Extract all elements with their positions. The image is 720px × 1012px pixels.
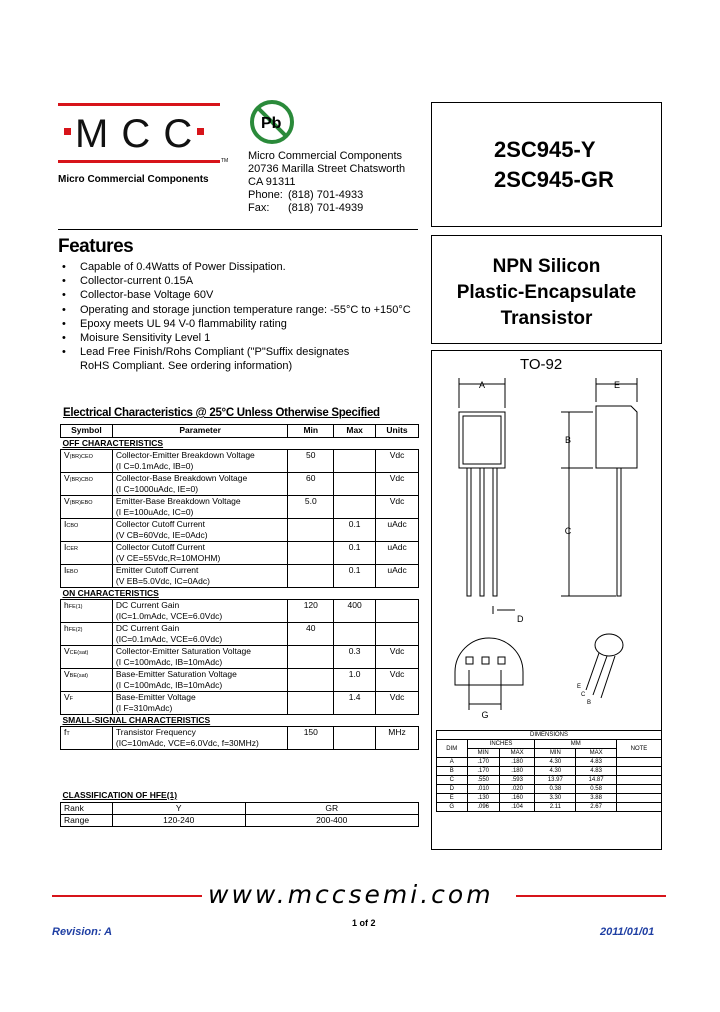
symbol-letter: V	[64, 646, 70, 656]
parameter-condition: (V CE=55Vdc,R=10MOHM)	[115, 553, 221, 563]
dim-cell: 0.38	[535, 785, 576, 794]
pin-label-e: E	[577, 684, 582, 690]
lead-side	[617, 468, 621, 596]
unit-cell: Vdc	[376, 450, 419, 473]
symbol-cell	[61, 519, 113, 542]
dim-cell	[616, 785, 661, 794]
parameter-name: Transistor Frequency	[115, 727, 196, 737]
parameter-condition: (I E=100uAdc, IC=0)	[115, 507, 194, 517]
dim-cell: .104	[499, 803, 535, 812]
desc-line-3: Transistor	[500, 308, 593, 329]
page-number: 1 of 2	[352, 918, 376, 928]
dim-row	[437, 794, 662, 803]
parameter-cell	[112, 669, 287, 692]
dim-row	[437, 776, 662, 785]
col-symbol: Symbol	[61, 425, 113, 438]
dim-cell: .593	[499, 776, 535, 785]
parameter-name: DC Current Gain	[115, 600, 180, 610]
min-cell: 60	[288, 473, 334, 496]
feature-item: • Capable of 0.4Watts of Power Dissipation.	[62, 260, 442, 274]
dim-label-g: G	[481, 710, 489, 720]
desc-line-1: NPN Silicon	[492, 256, 601, 277]
company-address	[248, 150, 405, 215]
min-cell: 120	[288, 600, 334, 623]
parameter-cell	[112, 727, 287, 750]
unit-cell: Vdc	[376, 496, 419, 519]
footer-bar-right	[516, 895, 666, 897]
dim-cell: D	[437, 785, 468, 794]
unit-cell: uAdc	[376, 542, 419, 565]
min-cell	[288, 542, 334, 565]
unit-cell: Vdc	[376, 669, 419, 692]
description-box	[431, 235, 662, 344]
dim-group-inches: INCHES	[467, 740, 535, 749]
class-cell: 200-400	[245, 815, 418, 827]
dim-cell: .170	[467, 767, 499, 776]
dim-cell: G	[437, 803, 468, 812]
class-cell: 120-240	[112, 815, 245, 827]
symbol-cell	[61, 727, 113, 750]
max-cell: 0.1	[334, 542, 376, 565]
section-title: SMALL-SIGNAL CHARACTERISTICS	[61, 715, 419, 727]
dim-cell: 4.83	[576, 767, 617, 776]
dim-cell: .020	[499, 785, 535, 794]
symbol-subscript: (BR)CBO	[69, 477, 93, 483]
parameter-name: Collector Cutoff Current	[115, 542, 206, 552]
dim-cell: .550	[467, 776, 499, 785]
unit-cell	[376, 623, 419, 646]
website-url[interactable]: www.mccsemi.com	[208, 880, 494, 909]
symbol-subscript: (BR)CEO	[69, 454, 93, 460]
dim-cell: .096	[467, 803, 499, 812]
dim-cell	[616, 794, 661, 803]
parameter-condition: (I C=1000uAdc, IE=0)	[115, 484, 199, 494]
feature-item: • Moisure Sensitivity Level 1	[62, 331, 442, 345]
table-row	[61, 565, 419, 588]
footer-bar-left	[52, 895, 202, 897]
symbol-cell	[61, 623, 113, 646]
unit-cell: uAdc	[376, 519, 419, 542]
revision: Revision: A	[52, 926, 113, 938]
electrical-table	[60, 424, 419, 750]
dim-cell: 2.67	[576, 803, 617, 812]
parameter-name: Collector-Emitter Saturation Voltage	[115, 646, 252, 656]
symbol-cell	[61, 692, 113, 715]
desc-line-2: Plastic-Encapsulate	[456, 282, 637, 303]
parameter-condition: (I C=0.1mAdc, IB=0)	[115, 461, 194, 471]
max-cell: 1.4	[334, 692, 376, 715]
package-drawing	[431, 370, 660, 725]
symbol-letter: h	[64, 623, 69, 633]
min-cell: 40	[288, 623, 334, 646]
symbol-cell	[61, 565, 113, 588]
dim-cell	[616, 803, 661, 812]
unit-cell: MHz	[376, 727, 419, 750]
classification-title: CLASSIFICATION OF HFE(1)	[62, 790, 178, 800]
table-row	[61, 669, 419, 692]
dim-cell: 4.83	[576, 758, 617, 767]
logo-company-name: Micro Commercial Components	[58, 174, 209, 185]
parameter-name: Base-Emitter Saturation Voltage	[115, 669, 237, 679]
symbol-letter: f	[64, 727, 67, 737]
dim-col: DIM	[437, 740, 468, 758]
section-title: OFF CHARACTERISTICS	[61, 438, 419, 450]
package-3d-view	[595, 634, 623, 656]
address-city: CA 91311	[248, 176, 296, 188]
min-cell	[288, 692, 334, 715]
parameter-cell	[112, 519, 287, 542]
symbol-cell	[61, 450, 113, 473]
table-row	[61, 646, 419, 669]
section-title: ON CHARACTERISTICS	[61, 588, 419, 600]
parameter-cell	[112, 600, 287, 623]
parameter-condition: (V EB=5.0Vdc, IC=0Adc)	[115, 576, 210, 586]
logo-bottom-bar	[58, 160, 220, 163]
max-cell	[334, 727, 376, 750]
dim-cell: B	[437, 767, 468, 776]
table-row	[61, 496, 419, 519]
symbol-subscript: CER	[66, 546, 78, 552]
symbol-letter: V	[64, 496, 70, 506]
parameter-cell	[112, 623, 287, 646]
min-cell	[288, 565, 334, 588]
symbol-subscript: EBO	[66, 569, 78, 575]
dim-label-b: B	[564, 435, 572, 445]
parameter-name: Base-Emitter Voltage	[115, 692, 196, 702]
symbol-cell	[61, 473, 113, 496]
parameter-name: Emitter-Base Breakdown Voltage	[115, 496, 241, 506]
dim-group-mm: MM	[535, 740, 617, 749]
pin-label-b: B	[587, 700, 592, 706]
max-cell	[334, 473, 376, 496]
package-name: TO-92	[520, 356, 563, 373]
symbol-subscript: CBO	[66, 523, 79, 529]
class-cell: Rank	[61, 803, 113, 815]
max-cell: 1.0	[334, 669, 376, 692]
feature-item: • Lead Free Finish/Rohs Compliant ("P"Suffix designates	[62, 345, 442, 359]
dim-cell: 4.30	[535, 758, 576, 767]
electrical-heading: Electrical Characteristics @ 25°C Unless Otherwise Specified	[63, 407, 380, 419]
symbol-letter: V	[64, 669, 70, 679]
dim-label-c: C	[564, 526, 572, 536]
address-name: Micro Commercial Components	[248, 150, 403, 162]
feature-item: • Epoxy meets UL 94 V-0 flammability rating	[62, 317, 442, 331]
feature-item-continued: RoHS Compliant. See ordering information)	[80, 360, 293, 373]
features-list	[62, 260, 442, 374]
max-cell: 0.3	[334, 646, 376, 669]
dim-cell: .180	[499, 767, 535, 776]
dimensions-table	[436, 730, 662, 812]
max-cell	[334, 496, 376, 519]
dim-cell	[616, 758, 661, 767]
dim-cell: .170	[467, 758, 499, 767]
dim-cell: 2.11	[535, 803, 576, 812]
dim-col-note: NOTE	[616, 740, 661, 758]
symbol-letter: h	[64, 600, 69, 610]
unit-cell	[376, 600, 419, 623]
pin-label-c: C	[581, 692, 586, 698]
symbol-letter: I	[64, 565, 67, 575]
features-heading: Features	[58, 236, 134, 257]
class-cell: Range	[61, 815, 113, 827]
dim-cell: E	[437, 794, 468, 803]
symbol-letter: V	[64, 450, 70, 460]
feature-item: • Collector-current 0.15A	[62, 274, 442, 288]
pb-label: Pb	[261, 115, 282, 132]
dim-cell: 4.30	[535, 767, 576, 776]
dim-cell: C	[437, 776, 468, 785]
symbol-letter: I	[64, 519, 67, 529]
min-cell	[288, 519, 334, 542]
min-cell	[288, 646, 334, 669]
col-units: Units	[376, 425, 419, 438]
symbol-subscript: T	[66, 731, 70, 737]
parameter-name: Collector Cutoff Current	[115, 519, 206, 529]
table-row	[61, 692, 419, 715]
parameter-name: Collector-Base Breakdown Voltage	[115, 473, 248, 483]
symbol-subscript: F	[69, 696, 74, 702]
parameter-cell	[112, 496, 287, 519]
max-cell: 400	[334, 600, 376, 623]
dim-label-a: A	[478, 380, 486, 390]
address-street: 20736 Marilla Street Chatsworth	[248, 163, 406, 175]
parameter-condition: (I F=310mAdc)	[115, 703, 173, 713]
col-parameter: Parameter	[112, 425, 287, 438]
symbol-letter: I	[64, 542, 67, 552]
logo-text: M C C	[75, 112, 194, 156]
dim-cell: 3.88	[576, 794, 617, 803]
parameter-cell	[112, 565, 287, 588]
parameter-condition: (V CB=60Vdc, IE=0Adc)	[115, 530, 208, 540]
dim-cell: 3.30	[535, 794, 576, 803]
max-cell: 0.1	[334, 565, 376, 588]
classification-table	[60, 790, 419, 827]
symbol-subscript: FE(2)	[68, 627, 83, 633]
unit-cell: uAdc	[376, 565, 419, 588]
unit-cell: Vdc	[376, 473, 419, 496]
mcc-logo	[60, 112, 208, 157]
parameter-cell	[112, 450, 287, 473]
min-cell: 50	[288, 450, 334, 473]
table-row	[61, 600, 419, 623]
min-cell	[288, 669, 334, 692]
parameter-name: Emitter Cutoff Current	[115, 565, 199, 575]
min-cell: 150	[288, 727, 334, 750]
class-cell: Y	[112, 803, 245, 815]
parameter-condition: (I C=100mAdc, IB=10mAdc)	[115, 680, 223, 690]
max-cell	[334, 623, 376, 646]
symbol-subscript: BE(sat)	[69, 673, 89, 679]
fax-number: (818) 701-4939	[288, 202, 364, 214]
dim-cell: 14.87	[576, 776, 617, 785]
parameter-condition: (I C=100mAdc, IB=10mAdc)	[115, 657, 223, 667]
package-body-side	[596, 406, 637, 468]
dim-cell: .130	[467, 794, 499, 803]
dim-row	[437, 803, 662, 812]
parameter-condition: (IC=1.0mAdc, VCE=6.0Vdc)	[115, 611, 223, 621]
part-number-box	[431, 102, 662, 227]
unit-cell: Vdc	[376, 692, 419, 715]
dim-col: MIN	[467, 749, 499, 758]
phone-number: (818) 701-4933	[288, 189, 364, 201]
feature-item: • Collector-base Voltage 60V	[62, 288, 442, 302]
dim-row	[437, 767, 662, 776]
dim-row	[437, 785, 662, 794]
feature-item: • Operating and storage junction temperature range: -55°C to +150°C	[62, 303, 442, 317]
col-min: Min	[288, 425, 334, 438]
dim-cell	[616, 776, 661, 785]
features-rule	[58, 229, 418, 230]
dim-label-d: D	[517, 614, 524, 624]
dim-cell: A	[437, 758, 468, 767]
unit-cell: Vdc	[376, 646, 419, 669]
parameter-cell	[112, 692, 287, 715]
dim-cell	[616, 767, 661, 776]
lead-3	[493, 468, 497, 596]
table-row	[61, 473, 419, 496]
parameter-name: Collector-Emitter Breakdown Voltage	[115, 450, 255, 460]
symbol-cell	[61, 646, 113, 669]
package-body-front	[459, 412, 505, 468]
table-row	[61, 727, 419, 750]
dim-label-e: E	[613, 380, 621, 390]
class-cell: GR	[245, 803, 418, 815]
symbol-subscript: FE(1)	[68, 604, 83, 610]
dim-col: MAX	[499, 749, 535, 758]
dim-col: MAX	[576, 749, 617, 758]
parameter-cell	[112, 473, 287, 496]
revision-date: 2011/01/01	[600, 926, 655, 938]
parameter-cell	[112, 646, 287, 669]
symbol-subscript: CE(sat)	[69, 650, 89, 656]
max-cell	[334, 450, 376, 473]
parameter-condition: (IC=0.1mAdc, VCE=6.0Vdc)	[115, 634, 223, 644]
table-row	[61, 623, 419, 646]
col-max: Max	[334, 425, 376, 438]
dim-cell: 0.58	[576, 785, 617, 794]
dim-title: DIMENSIONS	[437, 731, 662, 740]
parameter-name: DC Current Gain	[115, 623, 180, 633]
logo-top-bar	[58, 103, 220, 106]
part-number-gr: 2SC945-GR	[494, 167, 614, 192]
dim-row	[437, 758, 662, 767]
symbol-cell	[61, 669, 113, 692]
symbol-letter: V	[64, 473, 70, 483]
symbol-cell	[61, 496, 113, 519]
phone-label: Phone:	[248, 189, 283, 201]
table-row	[61, 542, 419, 565]
dim-col: MIN	[535, 749, 576, 758]
max-cell: 0.1	[334, 519, 376, 542]
symbol-letter: V	[64, 692, 70, 702]
package-body-inner	[463, 416, 501, 464]
symbol-subscript: (BR)EBO	[69, 500, 93, 506]
parameter-condition: (IC=10mAdc, VCE=6.0Vdc, f=30MHz)	[115, 738, 259, 748]
fax-label: Fax:	[248, 202, 270, 214]
dim-cell: .010	[467, 785, 499, 794]
dim-cell: .160	[499, 794, 535, 803]
parameter-cell	[112, 542, 287, 565]
symbol-cell	[61, 542, 113, 565]
part-number-y: 2SC945-Y	[494, 137, 596, 162]
lead-2	[480, 468, 484, 596]
table-row	[61, 450, 419, 473]
lead-free-icon	[248, 98, 296, 146]
min-cell: 5.0	[288, 496, 334, 519]
trademark: TM	[221, 158, 229, 164]
table-row	[61, 519, 419, 542]
dim-cell: 13.97	[535, 776, 576, 785]
lead-1	[467, 468, 471, 596]
symbol-cell	[61, 600, 113, 623]
dim-cell: .180	[499, 758, 535, 767]
